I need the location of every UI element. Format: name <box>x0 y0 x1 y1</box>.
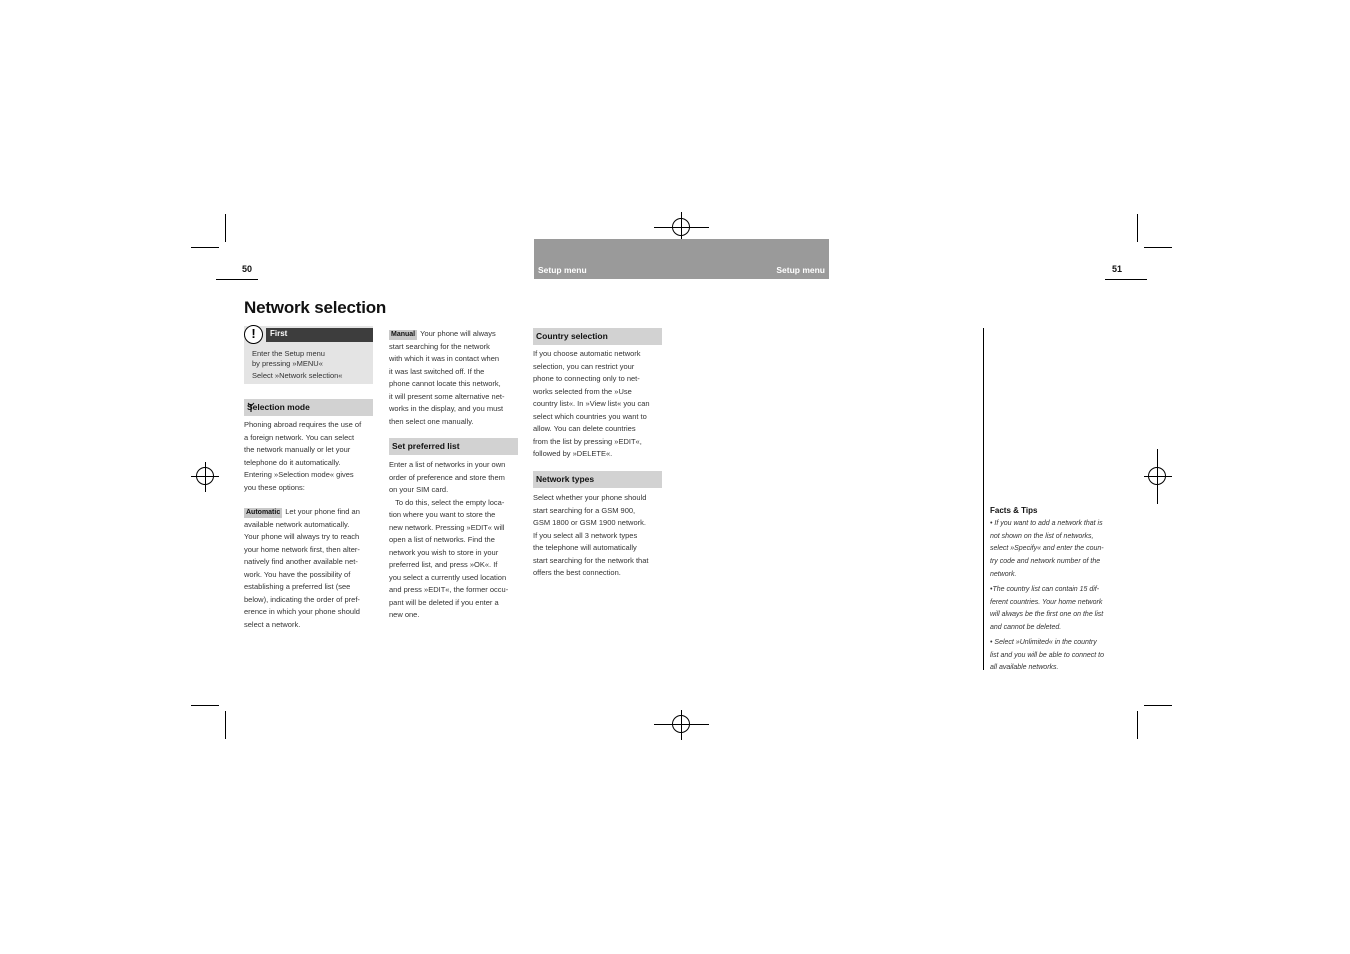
crop-mark <box>225 711 226 739</box>
text-line: pant will be deleted if you enter a <box>389 597 499 607</box>
text-line: Let your phone find an <box>285 507 360 516</box>
first-box-header <box>266 328 373 342</box>
automatic-tag: Automatic <box>246 509 281 516</box>
text-line: To do this, select the empty loca- <box>389 497 505 507</box>
text-line: select »Specify« and enter the coun- <box>990 545 1104 553</box>
margin-rule <box>983 328 984 670</box>
text-line: works selected from the »Use <box>533 386 632 396</box>
text-line: GSM 1800 or GSM 1900 network. <box>533 518 646 527</box>
text-line: If you select all 3 network types <box>533 530 638 540</box>
automatic-text <box>244 506 360 631</box>
text-line: select which countries you want to <box>533 411 647 421</box>
text-line: works in the display, and you must <box>389 404 504 413</box>
text-line: • If you want to add a network that is <box>990 520 1103 527</box>
text-line: open a list of networks. Find the <box>389 535 495 544</box>
text-line: start searching for the network <box>389 341 490 351</box>
crop-mark <box>1137 214 1138 242</box>
manual-tag: Manual <box>391 331 416 338</box>
page-number-rule <box>1105 279 1147 280</box>
preferred-list-heading <box>389 438 518 455</box>
text-line: not shown on the list of networks, <box>990 532 1094 540</box>
left-page-number: 50 <box>242 264 253 274</box>
text-line: all available networks. <box>990 664 1059 672</box>
text-line: tion where you want to store the <box>389 510 496 519</box>
country-selection-text <box>533 348 650 461</box>
preferred-list-text <box>389 459 508 622</box>
text-line: network you wish to store in your <box>389 547 499 557</box>
text-line: you these options: <box>244 482 305 492</box>
text-line: below), indicating the order of pref- <box>244 594 360 604</box>
text-line: Select whether your phone should <box>533 493 647 502</box>
text-line: preferred list, and press »OK«. If <box>389 560 498 569</box>
text-line: phone cannot locate this network, <box>389 379 501 388</box>
text-line: ferent countries. Your home network <box>990 598 1103 606</box>
text-line: available network automatically. <box>244 519 350 529</box>
text-line: the network manually or let your <box>244 445 351 454</box>
country-selection-heading <box>533 328 662 345</box>
text-line: start searching for a GSM 900, <box>533 505 636 515</box>
tip-item <box>990 584 1103 635</box>
text-line: it will present some alternative net- <box>389 391 505 401</box>
text-line: a foreign network. You can select <box>244 432 355 442</box>
crop-mark <box>1137 711 1138 739</box>
text-line: the telephone will automatically <box>533 543 637 552</box>
crop-mark <box>191 247 219 248</box>
text-line: erence in which your phone should <box>244 607 360 616</box>
text-line: list and you will be able to connect to <box>990 651 1105 659</box>
crop-mark <box>1144 247 1172 248</box>
text-line: then select one manually. <box>389 416 474 426</box>
crop-mark <box>225 214 226 242</box>
text-line: natively find another available net- <box>244 557 358 566</box>
text-line: new one. <box>389 610 420 619</box>
text-line: select a network. <box>244 619 301 629</box>
crop-mark <box>1144 705 1172 706</box>
text-line: establishing a preferred list (see <box>244 582 351 591</box>
tip-item <box>990 637 1104 675</box>
crop-mark <box>191 705 219 706</box>
text-line: Your phone will always <box>420 329 496 338</box>
selection-mode-text <box>244 419 361 494</box>
text-line: offers the best connection. <box>533 568 621 577</box>
page-title: Network selection <box>244 298 387 317</box>
text-line: Phoning abroad requires the use of <box>244 420 362 429</box>
network-types-text <box>533 492 648 580</box>
text-line: with which it was in contact when <box>389 354 500 363</box>
text-line: allow. You can delete countries <box>533 424 636 433</box>
header-left-label: Setup menu <box>538 265 587 275</box>
text-line: your home network first, then alter- <box>244 544 360 554</box>
text-line: Enter a list of networks in your own <box>389 460 506 469</box>
network-types-heading-text: Network types <box>536 474 595 484</box>
preferred-list-heading-text: Set preferred list <box>392 441 460 451</box>
text-line: on your SIM card. <box>389 485 449 494</box>
text-line: order of preference and store them <box>389 472 505 482</box>
text-line: start searching for the network that <box>533 555 649 565</box>
header-right-label: Setup menu <box>776 265 825 275</box>
header-band <box>534 239 829 279</box>
country-selection-heading-text: Country selection <box>536 331 608 341</box>
manual-text <box>389 328 504 428</box>
text-line: followed by »DELETE«. <box>533 449 613 458</box>
first-box-line: by pressing »MENU« <box>252 359 323 368</box>
text-line: will always be the first one on the list <box>990 611 1104 619</box>
text-line: from the list by pressing »EDIT«, <box>533 436 642 446</box>
text-line: telephone do it automatically. <box>244 457 341 467</box>
text-line: network. <box>990 570 1017 578</box>
selection-mode-heading <box>244 399 373 416</box>
text-line: and cannot be deleted. <box>990 624 1062 632</box>
text-line: •The country list can contain 15 dif- <box>990 586 1100 593</box>
text-line: try code and network number of the <box>990 558 1101 566</box>
first-box-label: First <box>270 329 288 338</box>
text-line: • Select »Unlimited« in the country <box>990 639 1097 646</box>
text-line: work. You have the possibility of <box>244 569 351 579</box>
exclamation-icon: ! <box>244 325 263 344</box>
text-line: and press »EDIT«, the former occu- <box>389 585 509 594</box>
first-box-line: Select »Network selection« <box>252 371 343 380</box>
selection-mode-heading-text: Selection mode <box>247 402 310 412</box>
text-line: If you choose automatic network <box>533 349 641 358</box>
text-line: new network. Pressing »EDIT« will <box>389 522 505 532</box>
text-line: Your phone will always try to reach <box>244 532 360 541</box>
right-page-number: 51 <box>1112 264 1123 274</box>
text-line: phone to connecting only to net- <box>533 374 640 383</box>
facts-tips-title: Facts & Tips <box>990 506 1038 515</box>
network-types-heading <box>533 471 662 488</box>
text-line: selection, you can restrict your <box>533 361 635 371</box>
first-box-line: Enter the Setup menu <box>252 349 325 358</box>
tip-item <box>990 518 1104 582</box>
antenna-icon <box>247 402 255 414</box>
text-line: you select a currently used location <box>389 572 507 582</box>
text-line: Entering »Selection mode« gives <box>244 470 354 479</box>
page-number-rule <box>216 279 258 280</box>
text-line: it was last switched off. If the <box>389 366 485 376</box>
text-line: country list«. In »View list« you can <box>533 399 650 408</box>
